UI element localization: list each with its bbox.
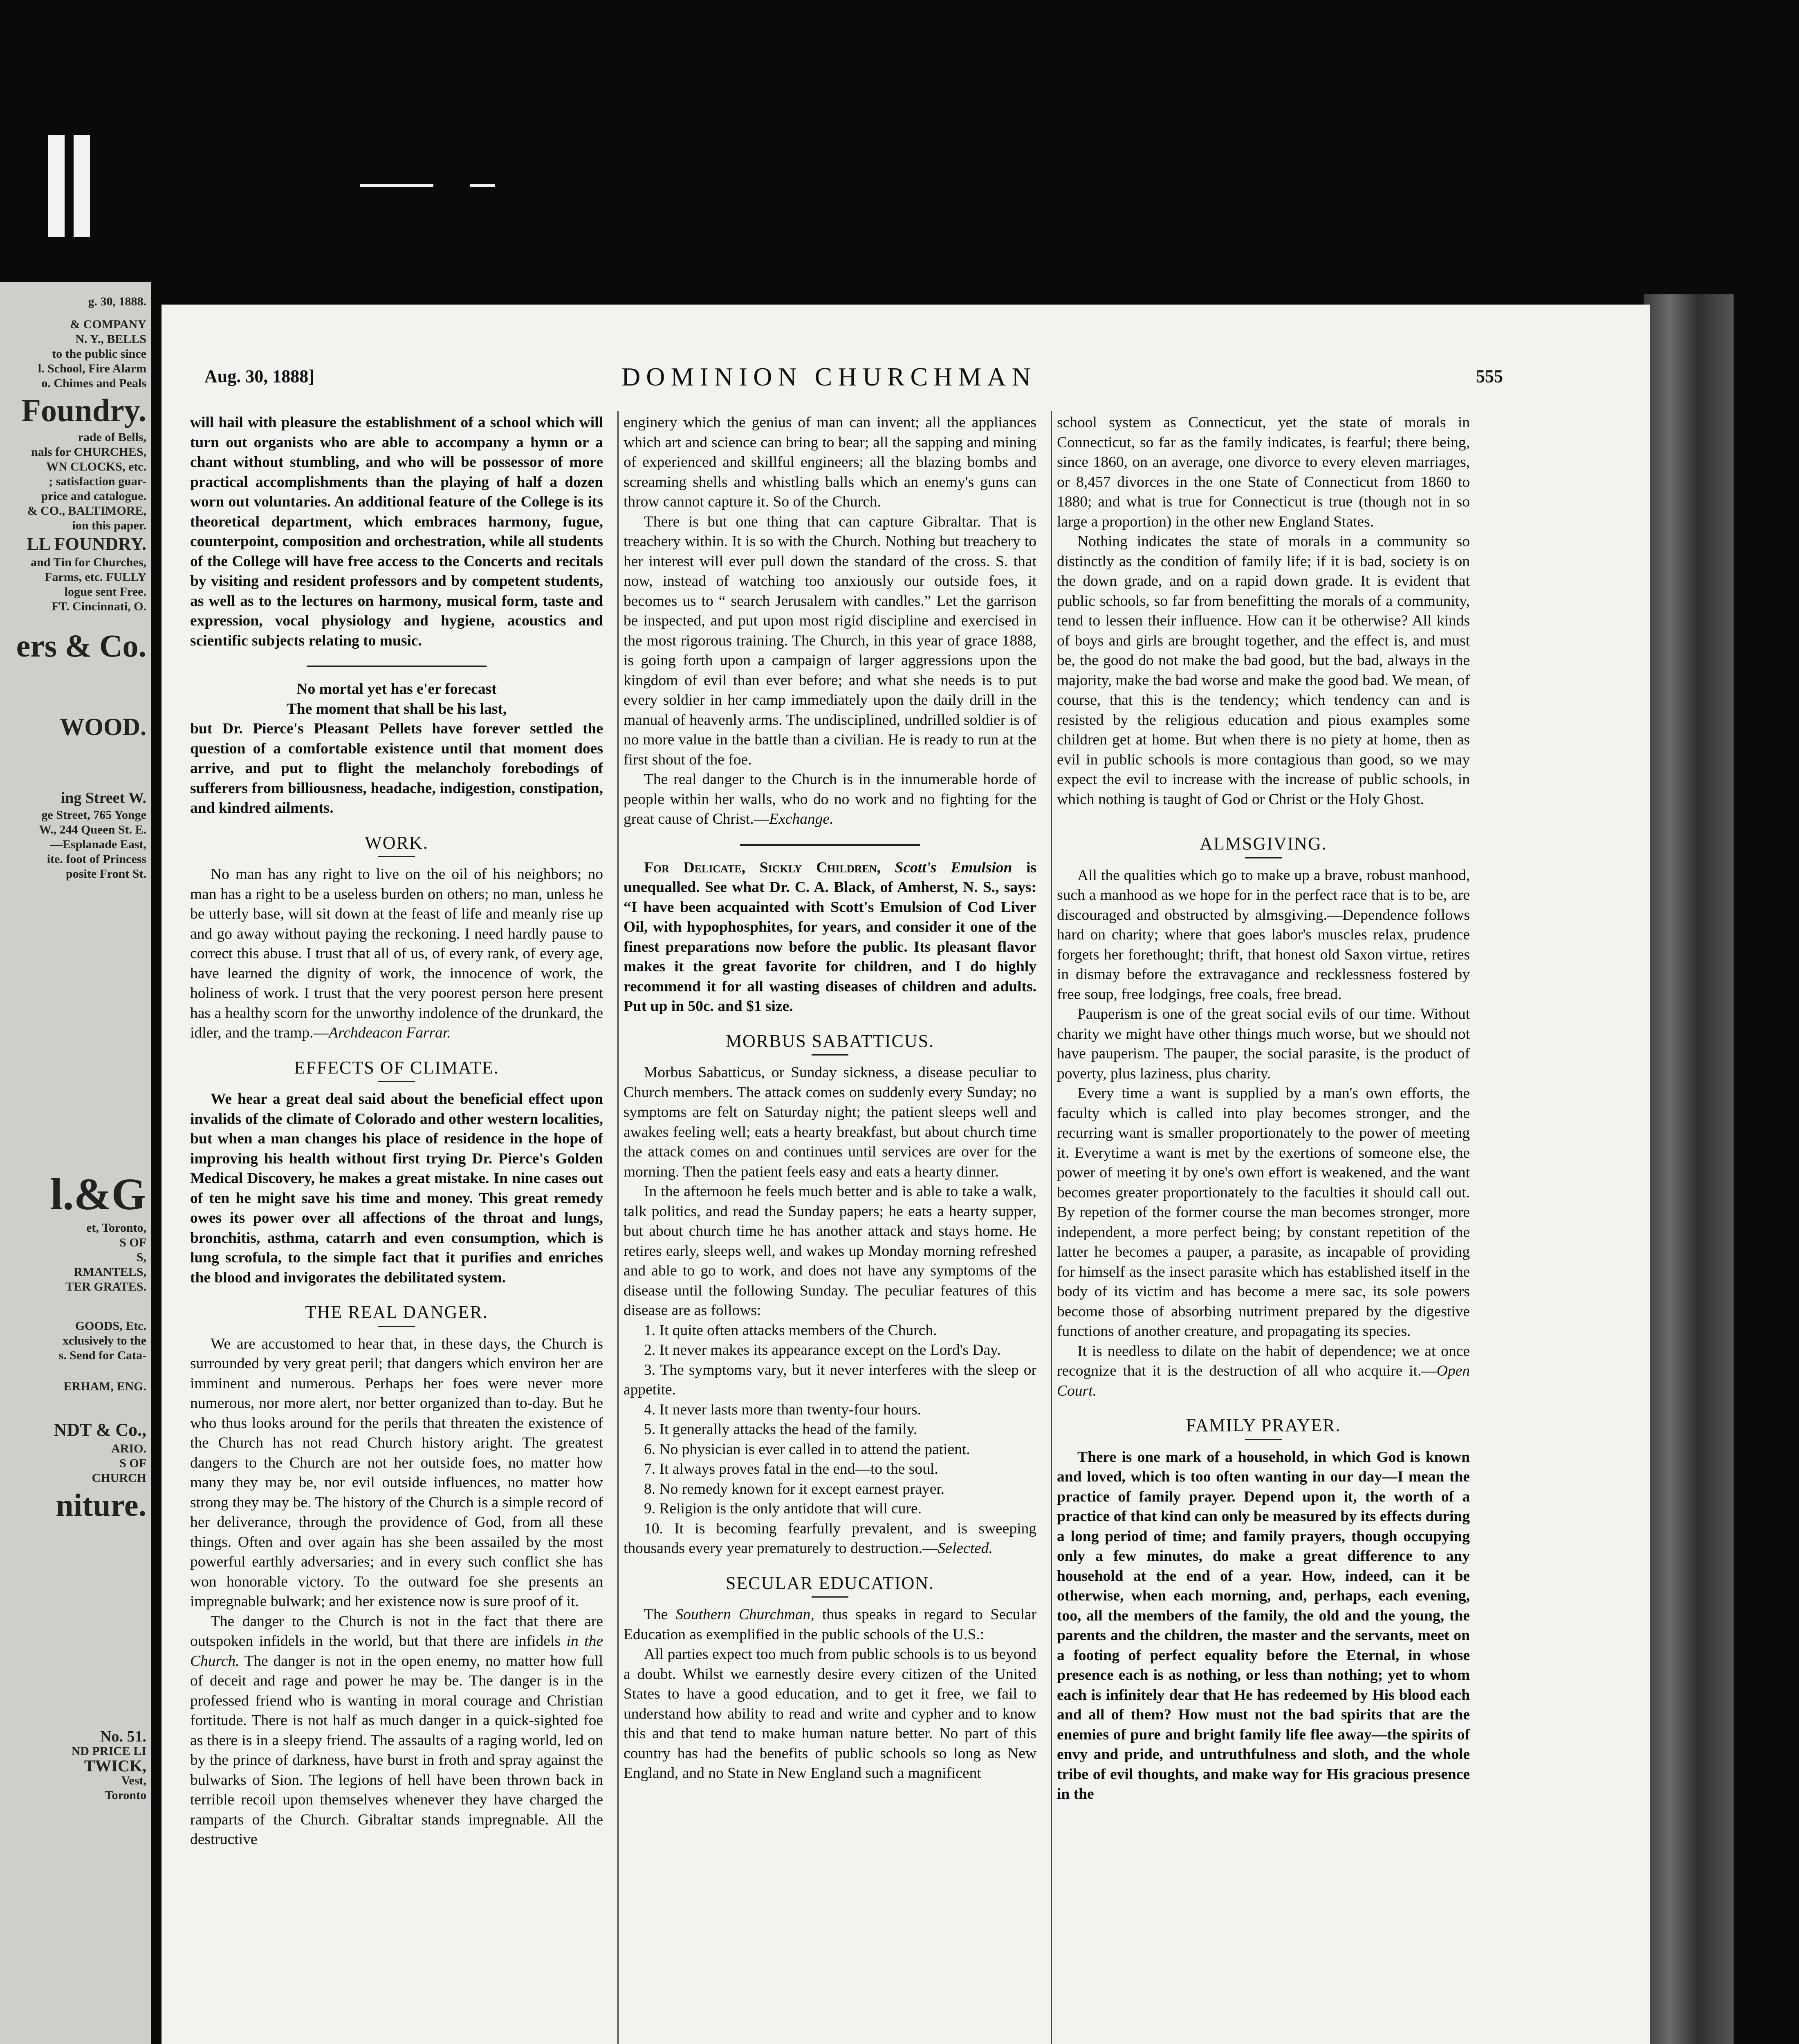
prev-page-line: price and catalogue.	[41, 489, 146, 503]
separator-rule	[740, 844, 920, 846]
prev-page-line: WOOD.	[60, 713, 146, 740]
article-paragraph	[190, 1612, 603, 1850]
verse-line: The moment that shall be his last,	[286, 700, 507, 717]
prev-page-line: ite. foot of Princess	[47, 852, 146, 866]
column-1	[190, 413, 603, 2044]
prev-page-line: No. 51.	[100, 1728, 146, 1745]
masthead-title: DOMINION CHURCHMAN	[621, 362, 1036, 391]
list-item: 4. It never lasts more than twenty-four hours.	[644, 1401, 921, 1418]
article-paragraph: school system as Connecticut, yet the state of morals in Connecticut, so far as the family indicates, is fearful; there being, since 1860, on an average, one divorce to every eleven marriages, or 8,457 divorces in the one State of Connecticut from 1860 to 1880; and what is true for Connecticut is true (though not in so large a proportion) in the other new England States.	[1057, 414, 1470, 530]
article-text: It is needless to dilate on the habit of dependence; we at once recognize that it is the destruction of all who acquire it.—	[1057, 1342, 1470, 1379]
ad-lead: For Delicate, Sickly Children,	[644, 859, 881, 876]
list-item	[624, 1519, 1036, 1559]
list-item: 7. It always proves fatal in the end—to the soul.	[644, 1461, 938, 1477]
prev-page-line: l.&G	[50, 1169, 146, 1219]
article-paragraph: There is but one thing that can capture Gibraltar. That is treachery within. It is so with the Church. Nothing but treachery to her interest will ever pull down the standard of the cross. S. that now, instead of watching too anxiously our outside foes, it becomes us to “ search Jerusalem with candles.” Let the garrison be inspected, and put upon most rigid discipline and exercised in the most rigorous training. The Church, in this year of grace 1888, is going forth upon a campaign of larger aggressions upon the kingdom of evil than ever before; and what she needs is to put every soldier in her camp immediately upon the daily drill in the manual of heavenly arms. The undisciplined, undrilled soldier is of no more value in the battle than a civilian. He is ready to run at the first shout of the foe.	[624, 513, 1036, 768]
prev-page-line: S,	[136, 1251, 146, 1264]
prev-page-line: Toronto	[105, 1788, 146, 1802]
heading-effects-of-climate: EFFECTS OF CLIMATE.	[294, 1057, 499, 1078]
prev-page-line: nals for CHURCHES,	[31, 445, 146, 459]
article-paragraph	[1057, 1342, 1470, 1401]
advertisement-text: We hear a great deal said about the beneficial effect upon invalids of the climate of Colorado and other western localities, but when a man changes his place of residence in the hope of improving his health without first trying Dr. Pierce's Golden Medical Discovery, he makes a great mistake. In nine cases out of ten he might save his time and money. This great remedy owes its power over all affections of the throat and lungs, bronchitis, asthma, catarrh and even consumption, which is lung scrofula, to the simple fact that it purifies and enriches the blood and invigorates the debilitated system.	[190, 1091, 603, 1286]
article-paragraph	[190, 865, 603, 1043]
prev-page-line: o. Chimes and Peals	[41, 377, 146, 390]
heading-rule	[812, 1054, 848, 1056]
heading-work: WORK.	[365, 832, 428, 853]
book-page-edge	[1644, 294, 1734, 2044]
prev-page-line: TER GRATES.	[65, 1280, 146, 1293]
article-paragraph: Nothing indicates the state of morals in a community so distinctly as the condition of family life; if it is bad, society is on the down grade, and on a rapid down grade. It is evident that public schools, so far from benefitting the morals of a community, tend to lessen their influence. How can it be otherwise? All kinds of boys and girls are brought together, and the effect is, and must be, the good do not make the bad good, but the bad, always in the majority, make the bad worse and make the good bad. We mean, of course, that this is the tendency; which tendency can and is resisted by the religious education and pious examples some children get at home. But when there is no piety at home, then as evil in public schools is more contagious than good, so we may expect the evil to increase with the increase of public schools, in which nothing is taught of God or Christ or the Holy Ghost.	[1057, 533, 1470, 808]
prev-page-line: ge Street, 765 Yonge	[41, 808, 146, 822]
prev-page-line: Farms, etc. FULLY	[45, 570, 146, 584]
heading-almsgiving: ALMSGIVING.	[1200, 834, 1327, 854]
column-3	[1057, 413, 1470, 2044]
article-text: 10. It is becoming fearfully prevalent, and is sweeping thousands every year prematurely to destruction.—	[624, 1520, 1036, 1557]
film-mark-top-dash	[360, 184, 433, 187]
list-item: 2. It never makes its appearance except on the Lord's Day.	[644, 1342, 1001, 1358]
newspaper-page	[162, 305, 1650, 2044]
article-text: The	[644, 1606, 676, 1623]
prev-page-line: ing Street W.	[61, 789, 146, 807]
heading-real-danger: THE REAL DANGER.	[305, 1302, 488, 1322]
article-paragraph: enginery which the genius of man can invent; all the appliances which art and science can bring to bear; all the sapping and mining of experienced and skillful engineers; all the blazing bombs and screaming shells and whistling balls which an enemy's guns can throw cannot capture it. So of the Church.	[624, 414, 1036, 510]
list-item: 1. It quite often attacks members of the Church.	[644, 1322, 937, 1339]
prev-page-line: FT. Cincinnati, O.	[52, 600, 146, 613]
list-item: 8. No remedy known for it except earnest prayer.	[644, 1480, 945, 1497]
prev-page-line: —Esplanade East,	[50, 838, 146, 851]
article-paragraph	[624, 770, 1036, 829]
prev-page-line: WN CLOCKS, etc.	[46, 460, 146, 473]
advertisement-text: but Dr. Pierce's Pleasant Pellets have forever settled the question of a comfortable existence until that moment does arrive, and put to flight the melancholy forebodings of sufferers from billiousness, headache, indigestion, constipation, and kindred ailments.	[190, 720, 603, 816]
article-paragraph	[624, 1605, 1036, 1645]
article-credit: Exchange.	[769, 811, 834, 827]
article-text: No man has any right to live on the oil of his neighbors; no man has a right to be a useless burden on others; no man, unless he be utterly base, will sit down at the feast of life and meanly rise up and go away without paying the reckoning. I need hardly pause to correct this abuse. I trust that all of us, of every rank, of every age, have learned the dignity of work, the innocence of work, the holiness of work. I trust that the very poorest person here present has a healthy scorn for the unworthy indolence of the drunkard, the idler, and the tramp.—	[190, 866, 603, 1041]
heading-rule	[1245, 857, 1282, 858]
column-rule-1	[617, 411, 619, 2044]
article-credit: Selected.	[938, 1540, 993, 1557]
prev-page-line: ND PRICE LI	[71, 1744, 146, 1758]
prev-page-line: ers & Co.	[16, 628, 146, 663]
prev-page-line: posite Front St.	[66, 867, 146, 881]
issue-date: Aug. 30, 1888]	[204, 366, 314, 386]
article-paragraph: Every time a want is supplied by a man's own efforts, the faculty which is called into play becomes stronger, and the recurring want is smaller proportionately to the power of meeting it. Everytime a want is met by the exertions of someone else, the power of meeting it by one's own effort is weakened, and the want becomes greater proportionately to the faculties it should call out. By repetion of the former course the man becomes stronger, more independent, a more perfect being; by constant repetition of the latter he becomes a pauper, a parasite, as incapable of providing for himself as the insect parasite which has established itself in the body of its victim and has become a mere sac, its sole powers become those of absorbing nutriment prepared by the digestive functions of another creature, and propagating its species.	[1057, 1085, 1470, 1340]
prev-page-line: ion this paper.	[72, 519, 146, 532]
prev-page-line: S OF	[119, 1457, 146, 1470]
article-text: thus speaks in regard to Secular Education as exemplified in the public schools of the U.S.:	[624, 1606, 1036, 1643]
article-text: The real danger to the Church is in the innumerable horde of people within her walls, who do no work and no fighting for the great cause of Christ.—	[624, 771, 1036, 827]
article-paragraph: Pauperism is one of the great social evils of our time. Without charity we might have other things much worse, but we should not have pauperism. The pauper, the social parasite, is the product of poverty, plus laziness, plus charity.	[1057, 1006, 1470, 1082]
prev-page-line: TWICK,	[84, 1757, 146, 1775]
page-header	[162, 305, 1650, 391]
prev-page-line: W., 244 Queen St. E.	[39, 823, 146, 836]
article-paragraph: All parties expect too much from public schools is to us beyond a doubt. Whilst we earnestly desire every citizen of the United States to have a good education, and to get it free, we fail to understand how ability to read and write and cypher and to know this and that tend to make human nature better. No part of this country has had the benefits of public schools so long as New England, and no State in New England such a magnificent	[624, 1646, 1036, 1782]
prev-page-line: et, Toronto,	[86, 1221, 146, 1235]
film-mark-top-left-2	[74, 135, 90, 237]
heading-rule	[378, 1326, 415, 1327]
advertisement-text	[624, 858, 1036, 1017]
prev-page-line: S OF	[119, 1236, 146, 1249]
prev-page-line: ARIO.	[111, 1442, 146, 1455]
column-2	[624, 413, 1036, 2044]
article-emphasis: Southern Churchman,	[675, 1606, 814, 1623]
prev-page-line: & COMPANY	[70, 318, 146, 331]
page-number: 555	[1476, 366, 1503, 386]
previous-page-fragment	[0, 282, 151, 2044]
prev-page-line: to the public since	[52, 347, 146, 361]
heading-rule	[1245, 1439, 1282, 1440]
prev-page-line: ; satisfaction guar-	[49, 475, 146, 488]
article-paragraph: All the qualities which go to make up a brave, robust manhood, such a manhood as we hope for in the perfect race that is to be, are discouraged and obstructed by almsgiving.—Dependence follows hard on charity; where that goes labor's muscles relax, prudence forgets her forethought; thrift, that honest old Saxon virtue, retires in dismay before the extravagance and recklessness fostered by free soup, free lodgings, free coals, free bread.	[1057, 867, 1470, 1003]
article-paragraph: will hail with pleasure the establishment of a school which will turn out organists who are able to accompany a hymn or a chant without stumbling, and who will be possessor of more practical accomplishments than the playing of half a dozen worn out voluntaries. An additional feature of the College is its theoretical department, which embraces harmony, fugue, counterpoint, composition and orchestration, while all students of the College will have free access to the Concerts and recitals by visiting and resident professors and by competent students, as well as to the lectures on harmony, musical form, taste and expression, vocal physiology and hygiene, acoustics and scientific subjects relating to music.	[190, 414, 603, 649]
prev-page-line: RMANTELS,	[74, 1265, 146, 1279]
heading-rule	[378, 856, 415, 857]
prev-page-line: Foundry.	[21, 392, 146, 428]
prev-page-line: GOODS, Etc.	[75, 1319, 146, 1333]
verse-line: No mortal yet has e'er forecast	[296, 681, 497, 697]
prev-page-line: LL FOUNDRY.	[27, 534, 146, 554]
article-text: The danger to the Church is not in the fact that there are outspoken infidels in the world, but that there are infidels	[190, 1613, 603, 1650]
prev-page-line: xclusively to the	[63, 1334, 146, 1347]
article-paragraph: Morbus Sabatticus, or Sunday sickness, a disease peculiar to Church members. The attack comes on suddenly every Sunday; no symptoms are felt on Saturday night; the patient sleeps well and awakes feeling well; eats a hearty breakfast, but about church time the attack comes on and continues until services are over for the morning. Then the patient feels easy and eats a hearty dinner.	[624, 1064, 1036, 1180]
prev-page-line: niture.	[56, 1487, 146, 1523]
article-credit: Archdeacon Farrar.	[329, 1024, 451, 1041]
list-item: 9. Religion is the only antidote that will cure.	[644, 1500, 922, 1517]
list-item: 5. It generally attacks the head of the family.	[644, 1421, 917, 1438]
article-credit: Open Court.	[1057, 1363, 1470, 1399]
prev-page-line: s. Send for Cata-	[58, 1349, 146, 1362]
list-item: 3. The symptoms vary, but it never interferes with the sleep or appetite.	[624, 1361, 1036, 1398]
article-paragraph: We are accustomed to hear that, in these days, the Church is surrounded by very great peril; that dangers which environ her are imminent and numerous. Perhaps her foes were never more numerous, nor more alert, nor better organized than to-day. But he who thus looks around for the perils that threaten the existence of the Church has not read Church history aright. The greatest dangers to the Church are not her outside foes, no matter how many they may be, nor evil outside influences, no matter how strong they may be. The history of the Church is a simple record of her deliverance, through the providence of God, from all these things. Often and over again has she been assailed by the most powerful earthly adversaries; and in every such conflict she has won honorable victory. To the outward foe she presents an impregnable bulwark; and her existence now is sure proof of it.	[190, 1335, 603, 1610]
prev-page-line: and Tin for Churches,	[31, 556, 146, 569]
article-paragraph: In the afternoon he feels much better and is able to take a walk, talk politics, and read the Sunday papers; he eats a hearty supper, but about church time he has another attack and stays home. He retires early, sleeps well, and wakes up Monday morning refreshed and able to go to work, and does not have any symptoms of the disease until the following Sunday. The peculiar features of this disease are as follows:	[624, 1183, 1036, 1319]
prev-page-line: rade of Bells,	[78, 430, 146, 444]
list-item: 6. No physician is ever called in to attend the patient.	[644, 1441, 970, 1458]
prev-page-line: ERHAM, ENG.	[63, 1380, 146, 1393]
article-paragraph: There is one mark of a household, in which God is known and loved, which is too often wanting in our day—I mean the practice of family prayer. Depend upon it, the worth of a practice of that kind can only be measured by its effects during a long period of time; and family prayers, though occupying only a few minutes, do make a great difference to any household at the end of a year. How, indeed, can it be otherwise, when each morning, and, perhaps, each evening, too, all the members of the family, the old and the young, the parents and the children, the master and the servants, meet on a footing of perfect equality before the Eternal, in whose presence each is as nothing, or less than nothing; yet to whom each is infinitely dear that He has redeemed by His blood each and all of them? How must not the bad spirits that are the enemies of pure and bright family life flee away—the spirits of envy and pride, and untruthfulness and sloth, and the whole tribe of evil thoughts, and make way for His gracious presence in the	[1057, 1448, 1470, 1802]
prev-page-line: NDT & Co.,	[54, 1420, 146, 1440]
prev-page-line: g. 30, 1888.	[88, 295, 146, 308]
heading-morbus-sabatticus: MORBUS SABATTICUS.	[725, 1031, 935, 1051]
heading-secular-education: SECULAR EDUCATION.	[725, 1573, 935, 1593]
ad-body: is unequalled. See what Dr. C. A. Black, of Amherst, N. S., says: “I have been acquainted with Scott's Emulsion of Cod Liver Oil, with hypophosphites, for years, and consider it one of the finest preparations now before the public. Its pleasant flavor makes it the great favorite for children, and I do highly recommend it for all wasting diseases of children and adults. Put up in 50c. and $1 size.	[624, 859, 1036, 1015]
film-mark-top-dash-2	[470, 184, 495, 187]
heading-family-prayer: FAMILY PRAYER.	[1186, 1415, 1341, 1435]
prev-page-line: l. School, Fire Alarm	[38, 362, 146, 375]
prev-page-line: Vest,	[121, 1774, 146, 1787]
prev-page-line: logue sent Free.	[64, 585, 146, 598]
film-mark-top-left-1	[48, 135, 65, 237]
heading-rule	[378, 1081, 415, 1082]
prev-page-line: CHURCH	[92, 1471, 146, 1485]
article-text: The danger is not in the open enemy, no matter how full of deceit and rage and power he may be. The danger is in the professed friend who is wanting in moral courage and Christian fortitude. There is not half as much danger in a quick-sighted foe as there is in a sleepy friend. The assaults of a raging world, led on by the prince of darkness, have burst in froth and spray against the bulwarks of Sion. The legions of hell have been thrown back in terrible recoil upon themselves whenever they have charged the ramparts of the Church. Gibraltar stands impregnable. All the destructive	[190, 1652, 603, 1848]
column-rule-2	[1051, 411, 1052, 2044]
prev-page-line: & CO., BALTIMORE,	[27, 504, 146, 518]
ad-product: Scott's Emulsion	[895, 859, 1012, 876]
prev-page-line: N. Y., BELLS	[75, 332, 146, 346]
heading-rule	[812, 1596, 848, 1598]
separator-rule	[307, 666, 487, 667]
article-emphasis: in the Church.	[190, 1633, 603, 1670]
